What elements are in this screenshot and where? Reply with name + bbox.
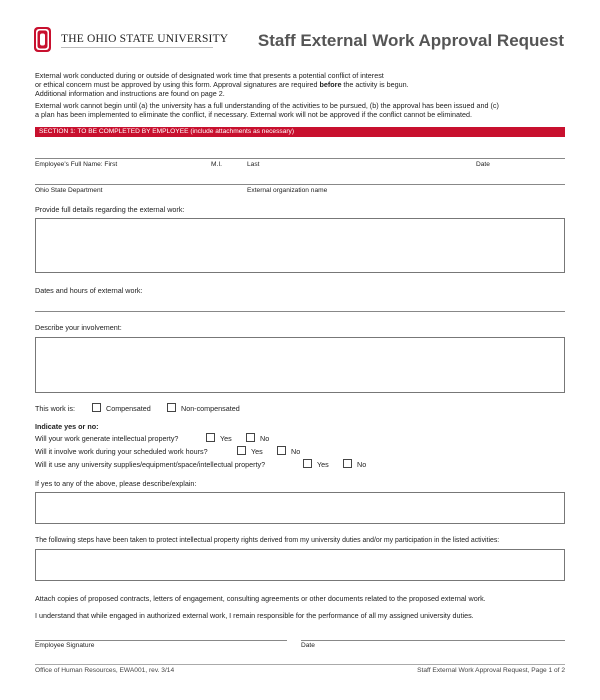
q2-no-checkbox[interactable] (277, 446, 286, 455)
explain-label: If yes to any of the above, please describe/explain: (35, 479, 197, 488)
q1-label: Will your work generate intellectual property? (35, 434, 179, 443)
non-compensated-label: Non-compensated (181, 404, 240, 413)
q2-label: Will it involve work during your scheduled work hours? (35, 447, 208, 456)
intro-p1-line2-pre: or ethical concern must be approved by using this form. Approval signatures are required (35, 80, 320, 89)
compensated-label: Compensated (106, 404, 151, 413)
q2-no-label: No (291, 447, 301, 456)
involvement-label: Describe your involvement: (35, 323, 122, 332)
intro-p1-line2-post: the activity is begun. (341, 80, 409, 89)
footer-left: Office of Human Resources, EWA001, rev. 3/14 (35, 667, 175, 674)
intro-p1-line1: External work conducted during or outside of designated work time that presents a potential conflict of interest (35, 71, 384, 80)
details-textarea[interactable] (35, 218, 565, 273)
department-label: Ohio State Department (35, 187, 103, 194)
intro-p2-line1: External work cannot begin until (a) the university has a full understanding of the activities to be pursued, (b) the approval has been issued and (c) (35, 101, 499, 110)
name-row-line[interactable] (35, 158, 565, 159)
q3-no-checkbox[interactable] (343, 459, 352, 468)
q2-yes-checkbox[interactable] (237, 446, 246, 455)
date-label: Date (476, 161, 490, 168)
q1-no-label: No (260, 434, 270, 443)
non-compensated-checkbox[interactable] (167, 403, 176, 412)
department-row-line[interactable] (35, 184, 565, 185)
attach-statement: Attach copies of proposed contracts, letters of engagement, consulting agreements or other documents related to the proposed external work. (35, 594, 486, 603)
intro-p1-line3: Additional information and instructions are found on page 2. (35, 89, 225, 98)
understand-statement: I understand that while engaged in authorized external work, I remain responsible for the performance of all my assigned university duties. (35, 611, 474, 620)
intro-p1-line2-bold: before (319, 80, 342, 89)
involvement-textarea[interactable] (35, 337, 565, 393)
university-wordmark: THE OHIO STATE UNIVERSITY (61, 33, 229, 45)
footer-right: Staff External Work Approval Request, Page 1 of 2 (417, 667, 565, 674)
wordmark-rule (61, 47, 213, 48)
compensated-checkbox[interactable] (92, 403, 101, 412)
document-title: Staff External Work Approval Request (257, 31, 564, 50)
last-name-label: Last (247, 161, 260, 168)
external-org-label: External organization name (247, 187, 328, 194)
q3-yes-checkbox[interactable] (303, 459, 312, 468)
ip-steps-textarea[interactable] (35, 549, 565, 581)
signature-label: Employee Signature (35, 642, 95, 649)
q3-no-label: No (357, 460, 367, 469)
signature-line[interactable] (35, 640, 287, 641)
section-1-header: SECTION 1: TO BE COMPLETED BY EMPLOYEE (include attachments as necessary) (35, 127, 565, 137)
osu-block-o-logo (34, 27, 51, 52)
dates-hours-label: Dates and hours of external work: (35, 286, 143, 295)
q2-yes-label: Yes (251, 447, 263, 456)
signature-date-label: Date (301, 642, 315, 649)
q1-yes-checkbox[interactable] (206, 433, 215, 442)
signature-date-line[interactable] (301, 640, 565, 641)
q1-no-checkbox[interactable] (246, 433, 255, 442)
first-name-label: Employee's Full Name: First (35, 161, 118, 168)
intro-p1-line2 (35, 80, 409, 89)
yes-no-heading: Indicate yes or no: (35, 422, 99, 431)
intro-p2-line2: a plan has been implemented to eliminate the conflict, if necessary. External work will not be approved if the conflict cannot be eliminated. (35, 110, 472, 119)
q1-yes-label: Yes (220, 434, 232, 443)
q3-yes-label: Yes (317, 460, 329, 469)
work-type-label: This work is: (35, 404, 75, 413)
details-label: Provide full details regarding the external work: (35, 205, 185, 214)
dates-hours-line[interactable] (35, 311, 565, 312)
explain-textarea[interactable] (35, 492, 565, 524)
footer-rule (35, 664, 565, 665)
ip-steps-label: The following steps have been taken to protect intellectual property rights derived from my university duties and/or my participation in the listed activities: (35, 537, 500, 544)
mi-label: M.I. (211, 161, 222, 168)
q3-label: Will it use any university supplies/equipment/space/intellectual property? (35, 460, 266, 469)
